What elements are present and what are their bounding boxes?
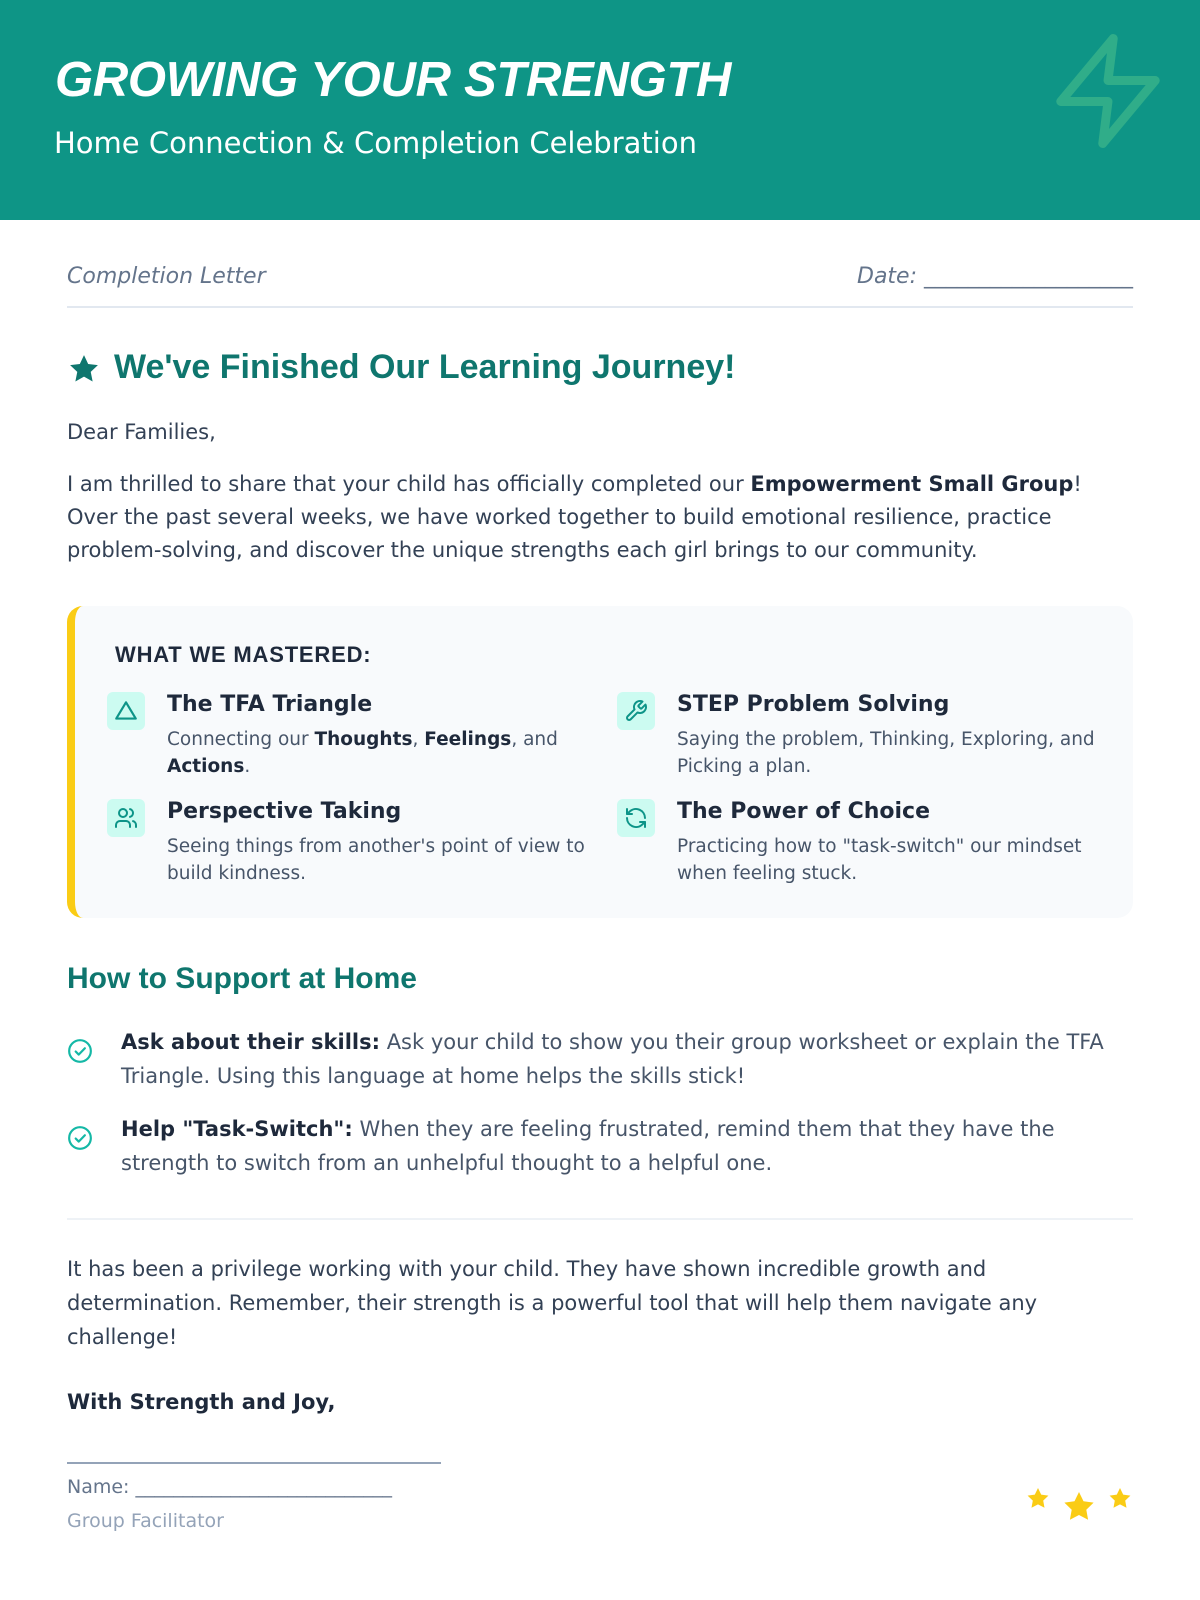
support-detail: When they are feeling frustrated, remind them that they have the strength to switch from an unhelpful thought to a helpful one. — [121, 1117, 1055, 1175]
closing-paragraph: It has been a privilege working with your child. They have shown incredible growth and determination. Remember, their strength is a powerful tool that will help them navigate any challenge! — [67, 1257, 1038, 1349]
skill-desc-emphasis: Actions — [167, 756, 245, 777]
skill-name: Perspective Taking — [167, 799, 402, 824]
signature-line — [67, 1462, 441, 1464]
mastered-box — [67, 606, 1133, 918]
date-field: Date: ___________________ — [857, 264, 1133, 289]
wrench-icon — [617, 692, 655, 730]
mastered-title: WHAT WE MASTERED: — [115, 642, 372, 667]
section-divider — [67, 1218, 1133, 1220]
skill-desc-text: , — [412, 729, 425, 750]
refresh-icon — [617, 799, 655, 837]
skill-desc-text: , and — [511, 729, 558, 750]
salutation: Dear Families, — [67, 420, 216, 444]
star-icon — [1028, 1488, 1049, 1508]
intro-text-end: ! Over the past several weeks, we have worked together to build emotional resilience, practice problem-solving, and discover the unique strengths each girl brings to our community. — [67, 472, 1082, 562]
skill-name: The Power of Choice — [677, 799, 931, 824]
check-circle-icon — [67, 1125, 93, 1151]
skill-name: STEP Problem Solving — [677, 692, 950, 717]
star-icon — [1110, 1488, 1131, 1508]
star-icon — [1064, 1492, 1093, 1520]
skill-desc-emphasis: Feelings — [424, 729, 512, 750]
journey-heading: We've Finished Our Learning Journey! — [114, 348, 736, 386]
skill-description — [167, 726, 607, 780]
support-lead: Ask about their skills: — [121, 1030, 381, 1054]
name-field: Name: ___________________________ — [67, 1476, 392, 1498]
lightning-bolt-icon — [1045, 26, 1171, 156]
support-lead: Help "Task-Switch": — [121, 1117, 353, 1141]
users-icon — [107, 799, 145, 837]
skill-description: Saying the problem, Thinking, Exploring, and Picking a plan. — [677, 729, 1095, 777]
skill-description: Seeing things from another's point of view to build kindness. — [167, 836, 585, 884]
skill-desc-emphasis: Thoughts — [314, 729, 413, 750]
skill-description: Practicing how to "task-switch" our mindset when feeling stuck. — [677, 836, 1082, 884]
letter-type-label: Completion Letter — [67, 264, 266, 289]
support-text — [121, 1025, 1131, 1093]
facilitator-role: Group Facilitator — [67, 1510, 224, 1532]
stars-decoration — [1024, 1484, 1134, 1534]
check-circle-icon — [67, 1038, 93, 1064]
skill-desc-text: . — [244, 756, 251, 777]
star-icon — [67, 352, 101, 386]
page-subtitle: Home Connection & Completion Celebration — [54, 126, 697, 160]
support-heading: How to Support at Home — [67, 962, 417, 995]
intro-text-start: I am thrilled to share that your child has officially completed our — [67, 472, 751, 496]
skill-name: The TFA Triangle — [167, 692, 373, 717]
page-title: GROWING YOUR STRENGTH — [55, 53, 732, 107]
intro-paragraph — [67, 468, 1137, 567]
support-text — [121, 1112, 1131, 1180]
triangle-icon — [107, 692, 145, 730]
signoff: With Strength and Joy, — [67, 1390, 336, 1414]
skill-desc-text: Connecting our — [167, 729, 315, 750]
letter-meta-row — [67, 262, 1133, 308]
support-detail: Ask your child to show you their group worksheet or explain the TFA Triangle. Using this language at home helps the skills stick! — [121, 1030, 1104, 1088]
group-name: Empowerment Small Group — [750, 472, 1074, 496]
header-banner — [0, 0, 1200, 220]
